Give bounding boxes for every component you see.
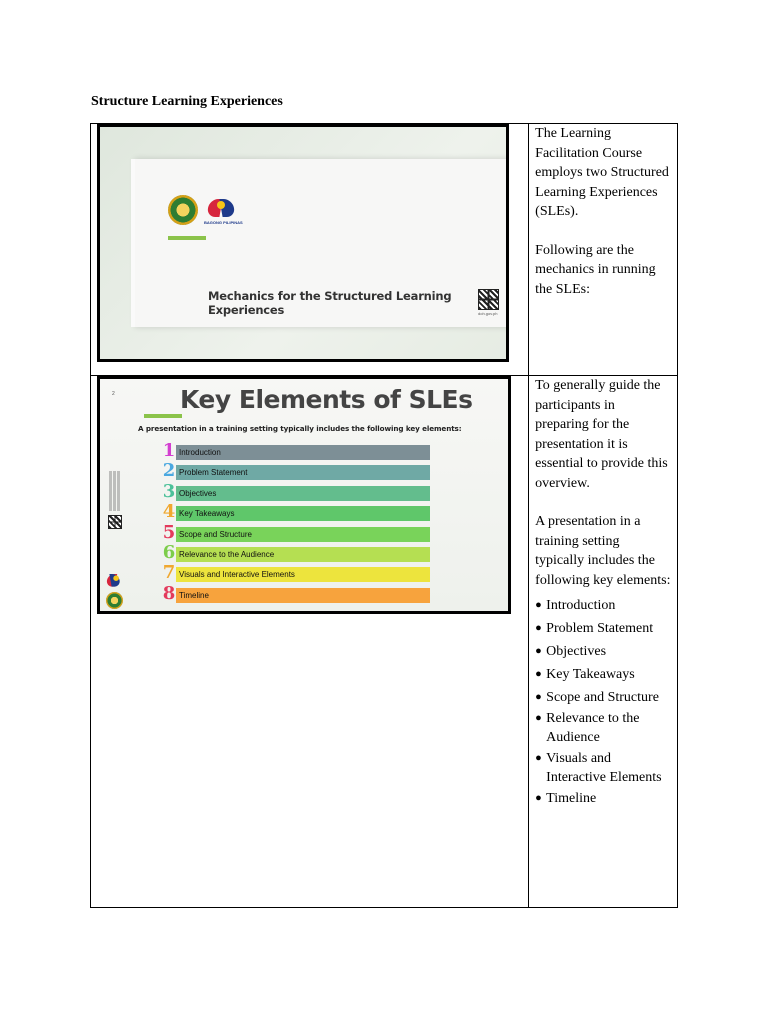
description-cell [529,376,678,908]
item-number: 3 [162,480,176,502]
item-bar: Introduction [176,445,430,460]
slide-title: Mechanics for the Structured Learning Experiences [208,289,452,317]
item-number: 7 [162,562,176,584]
bullet-item: ● Visuals and Interactive Elements [535,749,671,788]
table-row [91,376,678,908]
list-item [162,440,434,463]
slide-card [135,159,509,327]
list-item [162,541,434,565]
bullet-item: ● Objectives [535,642,671,662]
paragraph: To generally guide the participants in preparing for the presentation it is essential to provide this overview. [535,378,668,491]
paragraph: Following are the mechanics in running the SLEs: [535,242,656,297]
item-number: 6 [162,541,176,563]
slide-subtitle: A presentation in a training setting typically includes the following key elements: [138,424,462,433]
doh-text-icon [109,471,121,511]
bullet-item: ● Problem Statement [535,619,671,639]
item-bar: Scope and Structure [176,527,430,542]
list-item [162,501,434,524]
description-cell [529,124,678,376]
table-row [91,124,678,376]
list-item [162,521,434,545]
content-table [90,123,678,908]
doh-seal-icon [106,592,123,609]
item-number: 8 [162,582,176,604]
slide-image-mechanics [97,124,509,362]
slide-number: 2 [112,391,115,397]
key-elements-list [162,440,434,606]
slide-image-key-elements [97,376,511,614]
item-bar: Timeline [176,588,430,603]
item-bar: Visuals and Interactive Elements [176,567,430,582]
bagong-pilipinas-logo-icon [107,574,120,583]
item-bar: Key Takeaways [176,506,430,521]
doh-seal-icon [168,195,198,225]
list-item [162,460,434,483]
qr-code-icon [108,515,122,529]
page-heading: Structure Learning Experiences [91,94,283,109]
accent-bar [144,414,182,418]
bullet-item: ● Timeline [535,789,671,809]
bullet-item: ● Introduction [535,596,671,616]
list-item [162,562,434,585]
accent-bar [168,236,206,240]
paragraph: The Learning Facilitation Course employs two Structured Learning Experiences (SLEs). [535,126,669,219]
item-number: 4 [162,501,176,523]
item-bar: Problem Statement [176,465,430,480]
slide-title: Key Elements of SLEs [180,385,473,414]
bullet-item: ● Relevance to the Audience [535,709,671,748]
key-elements-bullets [535,596,671,808]
item-bar: Relevance to the Audience [176,547,430,562]
qr-caption: doh.gov.ph [478,311,498,316]
item-number: 5 [162,521,176,543]
qr-code-icon [478,289,499,310]
item-bar: Objectives [176,486,430,501]
item-number: 1 [162,440,176,461]
list-item [162,480,434,504]
list-item [162,582,434,606]
bagong-pilipinas-logo-icon [208,199,234,217]
bullet-item: ● Scope and Structure [535,688,671,708]
item-number: 2 [162,460,176,482]
slide-cell [91,124,529,376]
bullet-item: ● Key Takeaways [535,665,671,685]
logo-label: BAGONG PILIPINAS [204,220,243,225]
slide-cell [91,376,529,908]
paragraph: A presentation in a training setting typically includes the following key elements: [535,514,671,588]
